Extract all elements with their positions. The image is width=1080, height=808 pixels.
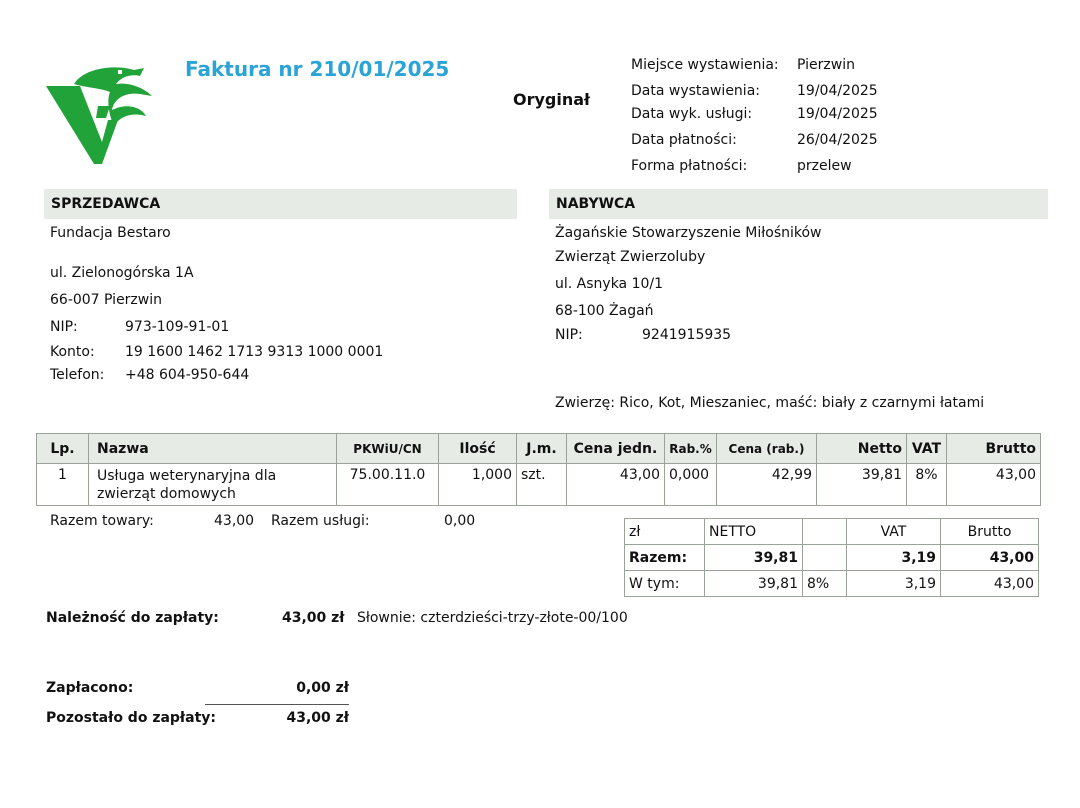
copy-label: Oryginał bbox=[513, 90, 590, 109]
table-row bbox=[37, 464, 1041, 506]
meta-value-service-date: 19/04/2025 bbox=[797, 106, 878, 122]
amount-due-value: 43,00 zł bbox=[282, 610, 345, 626]
meta-label-payment-method: Forma płatności: bbox=[631, 158, 748, 174]
col-header-qty: Ilość bbox=[439, 434, 517, 464]
totals-net-header: NETTO bbox=[705, 519, 803, 545]
totals-sum-gross: 43,00 bbox=[941, 545, 1039, 571]
items-table-header bbox=[37, 434, 1041, 464]
meta-label-service-date: Data wyk. usługi: bbox=[631, 106, 753, 122]
cell-discount: 0,000 bbox=[665, 464, 717, 506]
cell-name-line1: Usługa weterynaryjna dla bbox=[97, 468, 277, 484]
col-header-net: Netto bbox=[817, 434, 907, 464]
totals-incl-row bbox=[625, 571, 1039, 597]
totals-vat-header: VAT bbox=[847, 519, 941, 545]
totals-incl-net: 39,81 bbox=[705, 571, 803, 597]
totals-header-row bbox=[625, 519, 1039, 545]
meta-label-issue-date: Data wystawienia: bbox=[631, 83, 760, 99]
cell-unit: szt. bbox=[517, 464, 567, 506]
paid-label: Zapłacono: bbox=[46, 680, 134, 696]
col-header-gross: Brutto bbox=[947, 434, 1041, 464]
seller-account-label: Konto: bbox=[50, 344, 95, 360]
col-header-name: Nazwa bbox=[89, 434, 337, 464]
paid-value: 0,00 zł bbox=[296, 680, 349, 696]
seller-heading: SPRZEDAWCA bbox=[44, 189, 517, 219]
buyer-heading: NABYWCA bbox=[549, 189, 1048, 219]
seller-nip: 973-109-91-01 bbox=[125, 319, 230, 335]
amount-due-label: Należność do zapłaty: bbox=[46, 610, 219, 626]
totals-table bbox=[624, 518, 1039, 597]
totals-sum-net: 39,81 bbox=[705, 545, 803, 571]
cell-discounted-price: 42,99 bbox=[717, 464, 817, 506]
seller-nip-label: NIP: bbox=[50, 319, 78, 335]
cell-pkwiu: 75.00.11.0 bbox=[337, 464, 439, 506]
remaining-value: 43,00 zł bbox=[286, 710, 349, 726]
totals-currency: zł bbox=[625, 519, 705, 545]
cell-unit-price: 43,00 bbox=[567, 464, 665, 506]
totals-gross-header: Brutto bbox=[941, 519, 1039, 545]
totals-sum-vat: 3,19 bbox=[847, 545, 941, 571]
totals-sum-rate bbox=[803, 545, 847, 571]
services-total-value: 0,00 bbox=[444, 513, 476, 529]
animal-note: Zwierzę: Rico, Kot, Mieszaniec, maść: biały z czarnymi łatami bbox=[555, 395, 985, 411]
cell-name-line2: zwierząt domowych bbox=[97, 486, 236, 502]
cell-gross: 43,00 bbox=[947, 464, 1041, 506]
totals-incl-vat: 3,19 bbox=[847, 571, 941, 597]
col-header-unit: J.m. bbox=[517, 434, 567, 464]
col-header-vat: VAT bbox=[907, 434, 947, 464]
cell-vat: 8% bbox=[907, 464, 947, 506]
paid-underline bbox=[205, 704, 349, 705]
buyer-name-line1: Żagańskie Stowarzyszenie Miłośników bbox=[555, 225, 822, 241]
veterinary-logo-icon bbox=[44, 62, 160, 166]
goods-total-value: 43,00 bbox=[214, 513, 255, 529]
seller-phone: +48 604-950-644 bbox=[125, 367, 250, 383]
cell-lp: 1 bbox=[37, 464, 89, 506]
col-header-lp: Lp. bbox=[37, 434, 89, 464]
col-header-discounted-price: Cena (rab.) bbox=[717, 434, 817, 464]
buyer-city: 68-100 Żagań bbox=[555, 303, 654, 319]
items-table bbox=[36, 433, 1041, 506]
buyer-nip-label: NIP: bbox=[555, 327, 583, 343]
meta-label-place: Miejsce wystawienia: bbox=[631, 57, 779, 73]
cell-qty: 1,000 bbox=[439, 464, 517, 506]
totals-incl-rate: 8% bbox=[803, 571, 847, 597]
services-total-label: Razem usługi: bbox=[271, 513, 370, 529]
seller-phone-label: Telefon: bbox=[50, 367, 105, 383]
meta-label-payment-date: Data płatności: bbox=[631, 132, 737, 148]
cell-net: 39,81 bbox=[817, 464, 907, 506]
buyer-name-line2: Zwierząt Zwierzoluby bbox=[555, 249, 706, 265]
meta-value-issue-date: 19/04/2025 bbox=[797, 83, 878, 99]
buyer-nip: 9241915935 bbox=[642, 327, 732, 343]
totals-rate-header bbox=[803, 519, 847, 545]
seller-name: Fundacja Bestaro bbox=[50, 225, 171, 241]
meta-value-place: Pierzwin bbox=[797, 57, 855, 73]
col-header-discount: Rab.% bbox=[665, 434, 717, 464]
seller-city: 66-007 Pierzwin bbox=[50, 292, 162, 308]
meta-value-payment-method: przelew bbox=[797, 158, 852, 174]
col-header-unit-price: Cena jedn. bbox=[567, 434, 665, 464]
totals-sum-row bbox=[625, 545, 1039, 571]
totals-incl-label: W tym: bbox=[625, 571, 705, 597]
goods-total-label: Razem towary: bbox=[50, 513, 154, 529]
cell-name bbox=[89, 464, 337, 506]
buyer-street: ul. Asnyka 10/1 bbox=[555, 276, 664, 292]
seller-street: ul. Zielonogórska 1A bbox=[50, 265, 194, 281]
seller-account: 19 1600 1462 1713 9313 1000 0001 bbox=[125, 344, 384, 360]
amount-in-words: Słownie: czterdzieści-trzy-złote-00/100 bbox=[357, 610, 628, 626]
remaining-label: Pozostało do zapłaty: bbox=[46, 710, 216, 726]
meta-value-payment-date: 26/04/2025 bbox=[797, 132, 878, 148]
invoice-title: Faktura nr 210/01/2025 bbox=[185, 57, 450, 81]
col-header-pkwiu: PKWiU/CN bbox=[337, 434, 439, 464]
totals-sum-label: Razem: bbox=[625, 545, 705, 571]
totals-incl-gross: 43,00 bbox=[941, 571, 1039, 597]
